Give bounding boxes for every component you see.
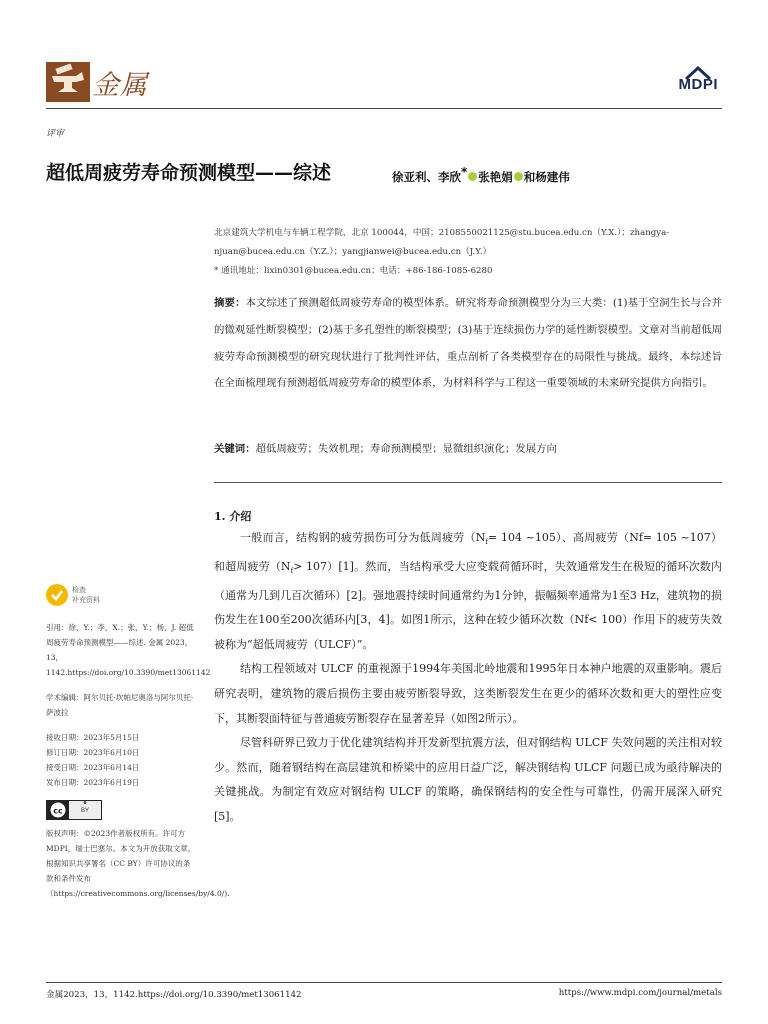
paragraph: 尽管科研界已致力于优化建筑结构并开发新型抗震方法，但对钢结构 ULCF 失效问题的关注相对较少。然而，随着钢结构在高层建筑和桥梁中的应用日益广泛，解决钢结构 ULCF 问题已成为亟待解决的关键挑战。为制定有效应对钢结构 ULCF 的策略，确保钢结构的安全性与可靠性，仍需开展深入研究[5]。: [214, 736, 722, 823]
section-divider: [214, 482, 722, 483]
cc-by-license-badge[interactable]: [46, 800, 102, 820]
footer-divider: [46, 982, 722, 983]
author-list: [392, 165, 570, 185]
abstract-text: 本文综述了预测超低周疲劳寿命的模型体系。研究将寿命预测模型分为三大类：(1)基于空洞生长与合并的微观延性断裂模型；(2)基于多孔塑性的断裂模型；(3)基于连续损伤力学的延性断裂模型。文章对当前超低周疲劳寿命预测模型的研究现状进行了批判性评估，重点剖析了各类模型存在的局限性与挑战。最终，本综述旨在全面梳理现有预测超低周疲劳寿命的模型体系，为材料科学与工程这一重要领域的未来研究提供方向指引。: [214, 297, 723, 390]
citation: 引用：徐，Y.；李，X.；张，Y.；杨，J. 超低周疲劳寿命预测模型——综述. 金属 2023，13，1142.https://doi.org/10.3390/met13061142: [46, 623, 211, 677]
header-divider: [46, 108, 722, 109]
paragraph: 结构工程领域对 ULCF 的重视源于1994年美国北岭地震和1995年日本神户地震的双重影响。震后研究表明，建筑物的震后损伤主要由疲劳断裂导致，这类断裂发生在更少的循环次数和更大的塑性应变下，其断裂面特征与普通疲劳断裂存在显著差异（如图2所示）。: [214, 662, 722, 725]
footer-journal-link[interactable]: https://www.mdpi.com/journal/metals: [558, 988, 722, 998]
keywords-text: 超低周疲劳；失效机理；寿命预测模型；显微组织演化；发展方向: [255, 443, 557, 455]
abstract: [214, 290, 722, 397]
orcid-icon[interactable]: [468, 172, 477, 181]
article-sidebar: [46, 584, 230, 911]
section-heading: 1. 介绍: [214, 510, 252, 523]
accepted-date: 接受日期：2023年6月14日: [46, 763, 140, 772]
academic-editor: 学术编辑：阿尔贝托·坎帕尼奥洛与阿尔贝托·萨波拉: [46, 693, 194, 717]
copyright-notice: 版权声明：©2023作者版权所有。许可方 MDPI，瑞士巴塞尔。本文为开放获取文章，根据知识共享署名（CC BY）许可协议的条款和条件发布（https://creativecommons.org/licenses/by/4.0/).: [46, 829, 230, 898]
footer-citation: 金属2023，13，1142.https://doi.org/10.3390/met13061142: [46, 990, 302, 1000]
journal-logo[interactable]: [46, 62, 148, 102]
article-type: 评审: [46, 129, 65, 139]
authors-part1: 徐亚利、李欣: [392, 170, 461, 184]
journal-header: [46, 60, 722, 110]
authors-part3: 和杨建伟: [523, 170, 570, 184]
affiliation-line: 北京建筑大学机电与车辆工程学院，北京 100044，中国；2108550021125@stu.bucea.edu.cn（Y.X.）；zhangya-: [214, 228, 670, 238]
check-updates-icon: [46, 584, 68, 606]
check-updates-label: 检查 补充资料: [72, 586, 100, 604]
publisher-name: MDPI: [678, 76, 718, 93]
corresponding-mark: *: [461, 165, 468, 179]
keywords: [214, 440, 722, 455]
dates: [46, 730, 196, 790]
body-text: [214, 526, 722, 830]
anvil-icon: [46, 62, 90, 102]
cc-by-label: BY: [69, 801, 101, 819]
cc-icon: [47, 801, 69, 819]
keywords-label: 关键词：: [214, 443, 256, 455]
abstract-label: 摘要：: [214, 297, 246, 309]
authors-part2: 张艳娟: [478, 170, 513, 184]
journal-name: 金属: [92, 69, 148, 101]
svg-text:cc: cc: [53, 806, 63, 816]
affiliation-block: [214, 224, 722, 281]
paragraph: 一般而言，结构钢的疲劳损伤可分为低周疲劳（$N_f= 104$ ~105）、高周疲劳（Nf= 105 ~107）和超周疲劳$(N_f> 107)[1]$。然而，当结构承受大应变载荷循环时，失效通常发生在极短的循环次数内（通常为几到几百次循环）[2]。强地震持续时间通常约为1分钟，振幅频率通常为1至3 Hz，建筑物的损伤发生在100至200次循环内[3，4]。如图1所示，这种在较少循环次数（Nf< 100）作用下的疲劳失效被称为“超低周疲劳（ULCF）”。: [214, 531, 723, 651]
affiliation-line: njuan@bucea.edu.cn（Y.Z.）；yangjianwei@bucea.edu.cn（J.Y.）: [214, 247, 492, 257]
revised-date: 修订日期：2023年6月10日: [46, 748, 140, 757]
article-title: 超低周疲劳寿命预测模型——综述: [46, 162, 332, 184]
published-date: 发布日期：2023年6月19日: [46, 778, 140, 787]
check-for-updates-button[interactable]: [46, 584, 196, 606]
correspondence-line: * 通讯地址：lixin0301@bucea.edu.cn；电话：+86-186-1085-6280: [214, 266, 493, 276]
received-date: 接收日期：2023年5月15日: [46, 733, 140, 742]
publisher-logo[interactable]: [679, 66, 719, 93]
orcid-icon[interactable]: [514, 172, 523, 181]
